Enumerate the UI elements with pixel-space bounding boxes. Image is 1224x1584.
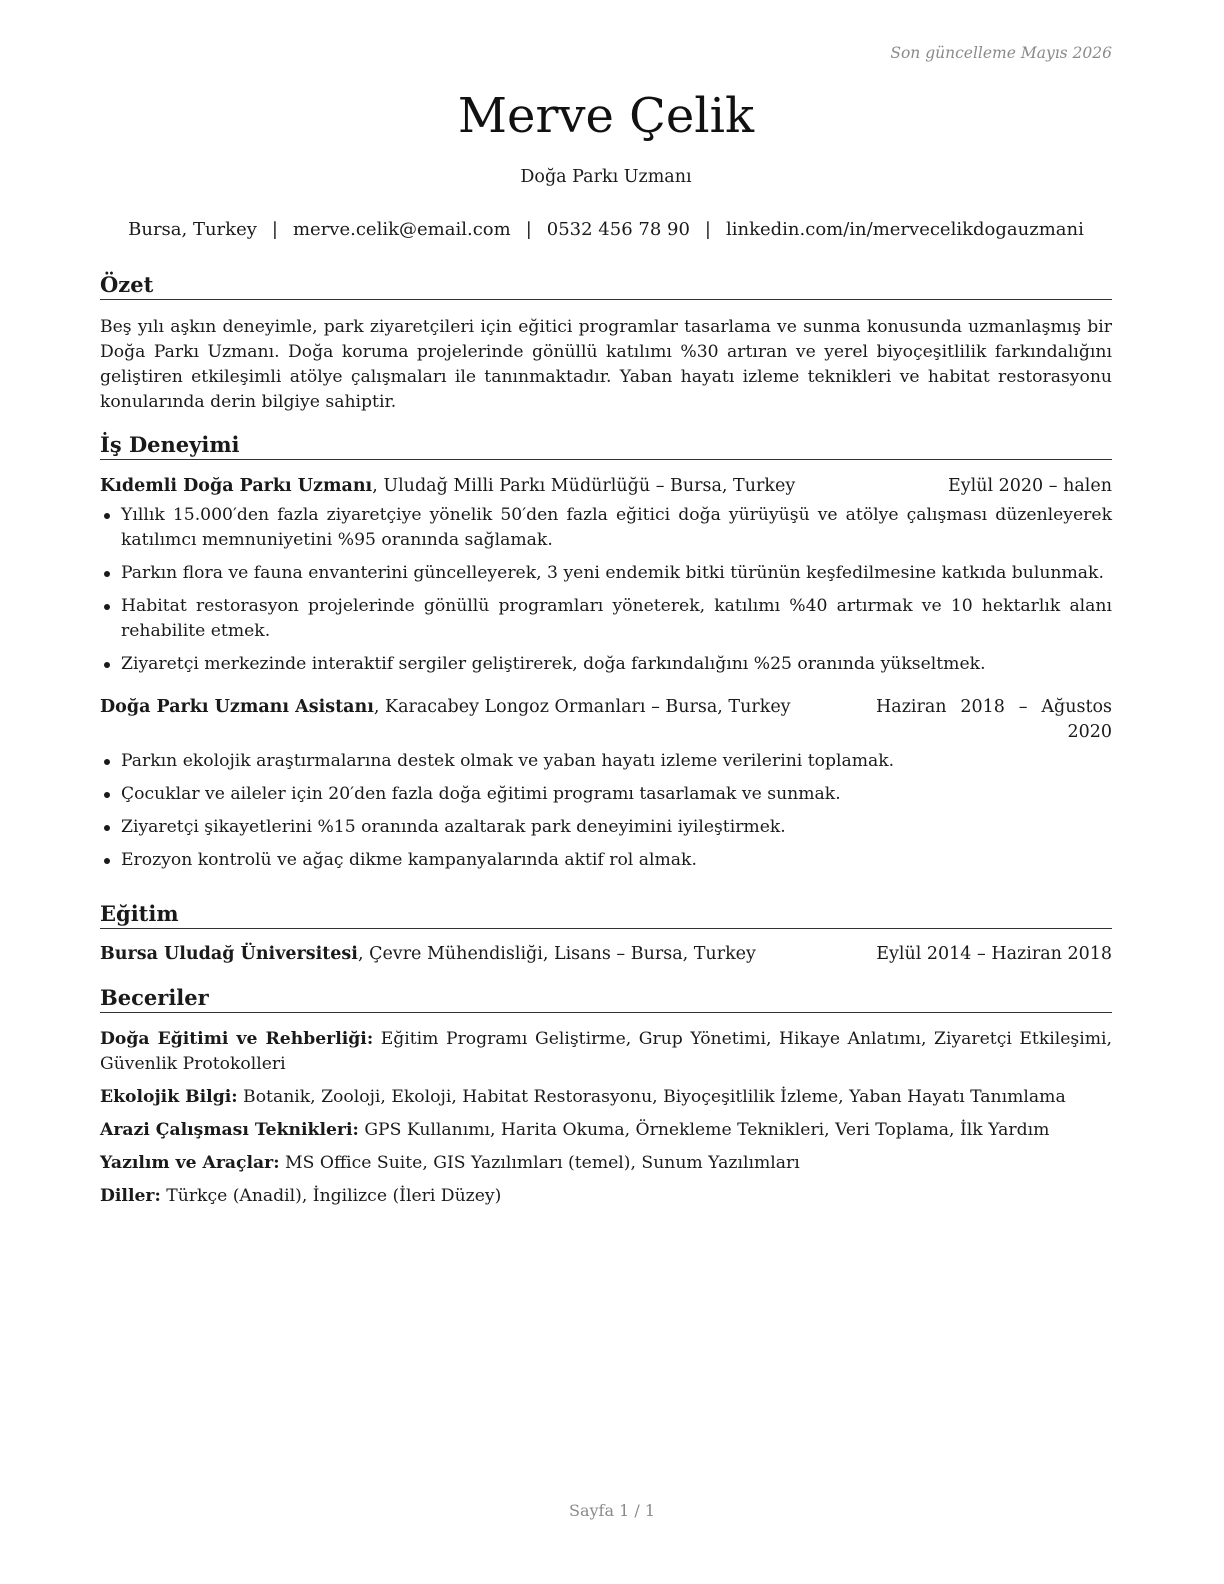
bullet-item: Habitat restorasyon projelerinde gönüllü programları yöneterek, katılımı %40 artırmak ve 10 hektarlık alanı rehabilite etmek. xyxy=(100,594,1112,644)
job-entry xyxy=(100,474,1112,677)
skill-row xyxy=(100,1118,1112,1143)
skill-label: Diller: xyxy=(100,1186,161,1206)
skill-label: Arazi Çalışması Teknikleri: xyxy=(100,1120,359,1140)
summary-heading: Özet xyxy=(100,271,1112,300)
skill-label: Ekolojik Bilgi: xyxy=(100,1087,238,1107)
job-title: Doğa Parkı Uzmanı Asistanı xyxy=(100,697,374,717)
job-title: Kıdemli Doğa Parkı Uzmanı xyxy=(100,476,373,496)
last-updated: Son güncelleme Mayıs 2026 xyxy=(890,44,1112,62)
job-organization: , Karacabey Longoz Ormanları – Bursa, Turkey xyxy=(373,697,791,717)
contact-location: Bursa, Turkey xyxy=(128,219,257,240)
skill-value: Türkçe (Anadil), İngilizce (İleri Düzey) xyxy=(160,1186,502,1206)
contact-separator: | xyxy=(704,219,711,240)
job-dates: Haziran 2018 – Ağustos 2020 xyxy=(876,697,1112,742)
contact-separator: | xyxy=(271,219,278,240)
candidate-name: Merve Çelik xyxy=(457,88,755,144)
education-detail: , Çevre Mühendisliği, Lisans – Bursa, Turkey xyxy=(357,944,756,964)
job-dates: Eylül 2020 – halen xyxy=(947,476,1112,496)
education-school: Bursa Uludağ Üniversitesi xyxy=(100,944,358,964)
bullet-item: Yıllık 15.000′den fazla ziyaretçiye yönelik 50′den fazla eğitici doğa yürüyüşü ve atölye çalışması düzenleyerek katılımcı memnuniyetini %95 oranında sağlamak. xyxy=(100,503,1112,553)
skill-row xyxy=(100,1085,1112,1110)
contact-phone: 0532 456 78 90 xyxy=(546,219,690,240)
bullet-item: Ziyaretçi şikayetlerini %15 oranında azaltarak park deneyimini iyileştirmek. xyxy=(100,815,1112,840)
bullet-item: Ziyaretçi merkezinde interaktif sergiler geliştirerek, doğa farkındalığını %25 oranında yükseltmek. xyxy=(100,652,1112,677)
contact-email[interactable]: merve.celik@email.com xyxy=(292,219,511,240)
skills-list xyxy=(100,1027,1112,1209)
experience-heading: İş Deneyimi xyxy=(100,431,1112,460)
education-dates: Eylül 2014 – Haziran 2018 xyxy=(876,944,1112,964)
job-bullets xyxy=(100,503,1112,677)
education-heading: Eğitim xyxy=(100,900,1112,929)
experience-section xyxy=(100,431,1112,881)
page-number: Sayfa 1 / 1 xyxy=(568,1501,655,1520)
education-school-line xyxy=(100,942,756,967)
bullet-item: Parkın flora ve fauna envanterini güncelleyerek, 3 yeni endemik bitki türünün keşfedilmesine katkıda bulunmak. xyxy=(100,561,1112,586)
bullet-item: Çocuklar ve aileler için 20′den fazla doğa eğitimi programı tasarlamak ve sunmak. xyxy=(100,782,1112,807)
skill-value: Eğitim Programı Geliştirme, Grup Yönetimi, Hikaye Anlatımı, Ziyaretçi Etkileşimi, Güvenlik Protokolleri xyxy=(100,1029,1112,1074)
skills-heading: Beceriler xyxy=(100,984,1112,1013)
summary-text: Beş yılı aşkın deneyimle, park ziyaretçileri için eğitici programlar tasarlama ve sunma konusunda uzmanlaşmış bir Doğa Parkı Uzmanı. Doğa koruma projelerinde gönüllü katılımı %30 artıran ve yerel biyoçeşitlilik farkındalığını geliştiren etkileşimli atölye çalışmaları ile tanınmaktadır. Yaban hayatı izleme teknikleri ve habitat restorasyonu konularında derin bilgiye sahiptir. xyxy=(100,317,1112,412)
job-organization: , Uludağ Milli Parkı Müdürlüğü – Bursa, Turkey xyxy=(372,476,796,496)
job-role xyxy=(100,695,791,745)
skill-row xyxy=(100,1151,1112,1176)
job-role xyxy=(100,474,795,499)
job-header xyxy=(100,474,1112,499)
skill-label: Yazılım ve Araçlar: xyxy=(100,1153,280,1173)
education-section xyxy=(100,900,1112,967)
job-entry xyxy=(100,695,1112,873)
contact-separator: | xyxy=(525,219,532,240)
contact-line xyxy=(100,219,1112,240)
bullet-item: Parkın ekolojik araştırmalarına destek olmak ve yaban hayatı izleme verilerini toplamak. xyxy=(100,749,1112,774)
summary-section xyxy=(100,271,1112,415)
skill-row xyxy=(100,1184,1112,1209)
skill-value: MS Office Suite, GIS Yazılımları (temel), Sunum Yazılımları xyxy=(279,1153,800,1173)
skills-section xyxy=(100,984,1112,1217)
education-entry xyxy=(100,942,1112,967)
job-header xyxy=(100,695,1112,745)
skill-value: GPS Kullanımı, Harita Okuma, Örnekleme Teknikleri, Veri Toplama, İlk Yardım xyxy=(358,1120,1050,1140)
skill-value: Botanik, Zooloji, Ekoloji, Habitat Restorasyonu, Biyoçeşitlilik İzleme, Yaban Hayatı Tanımlama xyxy=(237,1087,1066,1107)
job-title: Doğa Parkı Uzmanı xyxy=(520,167,692,187)
skill-row xyxy=(100,1027,1112,1077)
contact-linkedin[interactable]: linkedin.com/in/mervecelikdogauzmani xyxy=(725,219,1084,240)
skill-label: Doğa Eğitimi ve Rehberliği: xyxy=(100,1029,374,1049)
bullet-item: Erozyon kontrolü ve ağaç dikme kampanyalarında aktif rol almak. xyxy=(100,848,1112,873)
job-bullets xyxy=(100,749,1112,873)
